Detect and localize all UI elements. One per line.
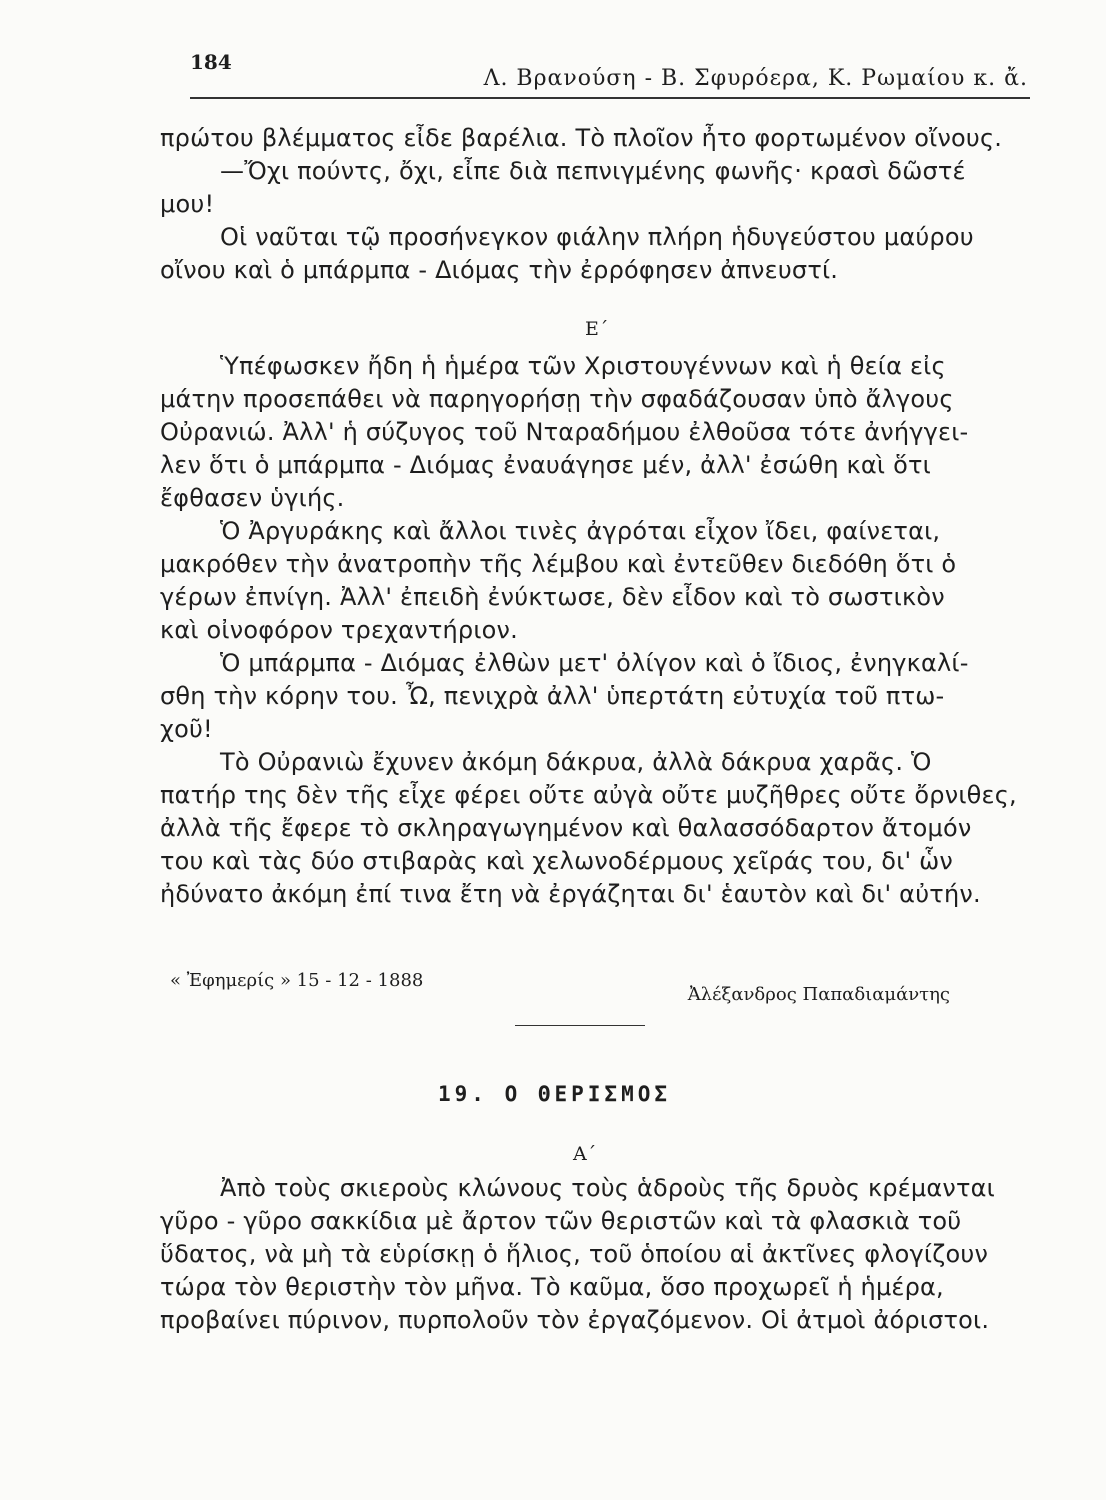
signature-row	[170, 970, 950, 1005]
text-line: Ὑπέφωσκεν ἤδη ἡ ἡμέρα τῶν Χριστουγέννων καὶ ἡ θεία εἰς	[220, 352, 946, 380]
paragraph-block-3	[160, 1172, 1030, 1337]
text-line: Ἀπὸ τοὺς σκιεροὺς κλώνους τοὺς ἁδροὺς τῆς δρυὸς κρέμανται	[220, 1174, 995, 1202]
text-line: μου!	[160, 190, 215, 218]
text-line: λεν ὅτι ὁ μπάρμπα - Διόμας ἐναυάγησε μέν, ἀλλ' ἐσώθη καὶ ὅτι	[160, 451, 931, 479]
section-heading: Ε΄	[585, 318, 609, 340]
text-line: Τὸ Οὐρανιὼ ἔχυνεν ἀκόμη δάκρυα, ἀλλὰ δάκρυα χαρᾶς. Ὁ	[220, 748, 932, 776]
text-line: πρώτου βλέμματος εἶδε βαρέλια. Τὸ πλοῖον ἦτο φορτωμένον οἴνους.	[160, 124, 1003, 152]
running-head: Λ. Βρανούση - Β. Σφυρόερα, Κ. Ρωμαίου κ. ἄ.	[483, 66, 1028, 91]
text-line: γῦρο - γῦρο σακκίδια μὲ ἄρτον τῶν θεριστῶν καὶ τὰ φλασκιὰ τοῦ	[160, 1207, 962, 1235]
text-line: χοῦ!	[160, 715, 213, 743]
text-line: ἔφθασεν ὑγιής.	[160, 484, 345, 512]
text-line: μάτην προσεπάθει νὰ παρηγορήσῃ τὴν σφαδάζουσαν ὑπὸ ἄλγους	[160, 385, 954, 413]
chapter-title: 19. Ο ΘΕΡΙΣΜΟΣ	[438, 1082, 672, 1106]
text-line: πατήρ της δὲν τῆς εἶχε φέρει οὔτε αὐγὰ οὔτε μυζῆθρες οὔτε ὄρνιθες,	[160, 781, 1017, 809]
paragraph-block-2	[160, 350, 1030, 911]
text-line: Οὐρανιώ. Ἀλλ' ἡ σύζυγος τοῦ Νταραδήμου ἐλθοῦσα τότε ἀνήγγει-	[160, 418, 969, 446]
text-line: ὕδατος, νὰ μὴ τὰ εὑρίσκῃ ὁ ἥλιος, τοῦ ὁποίου αἱ ἀκτῖνες φλογίζουν	[160, 1240, 989, 1268]
text-line: Ὁ Ἀργυράκης καὶ ἄλλοι τινὲς ἀγρόται εἶχον ἴδει, φαίνεται,	[220, 517, 941, 545]
text-line: γέρων ἐπνίγη. Ἀλλ' ἐπειδὴ ἐνύκτωσε, δὲν εἶδον καὶ τὸ σωστικὸν	[160, 583, 945, 611]
text-line: ἠδύνατο ἀκόμη ἐπί τινα ἔτη νὰ ἐργάζηται δι' ἑαυτὸν καὶ δι' αὐτήν.	[160, 880, 981, 908]
section-separator	[515, 1025, 645, 1026]
author-name: Ἀλέξανδρος Παπαδιαμάντης	[687, 984, 950, 1005]
text-line: καὶ οἰνοφόρον τρεχαντήριον.	[160, 616, 518, 644]
chapter-part-heading: Α΄	[573, 1143, 597, 1165]
source-note: « Ἐφημερίς » 15 - 12 - 1888	[170, 970, 424, 991]
page-number: 184	[190, 50, 232, 74]
text-line: τώρα τὸν θεριστὴν τὸν μῆνα. Τὸ καῦμα, ὅσο προχωρεῖ ἡ ἡμέρα,	[160, 1273, 944, 1301]
text-line: σθη τὴν κόρην του. Ὦ, πενιχρὰ ἀλλ' ὑπερτάτη εὐτυχία τοῦ πτω-	[160, 682, 945, 710]
text-line: Οἱ ναῦται τῷ προσήνεγκον φιάλην πλήρη ἡδυγεύστου μαύρου	[220, 223, 974, 251]
text-line: ἀλλὰ τῆς ἔφερε τὸ σκληραγωγημένον καὶ θαλασσόδαρτον ἄτομόν	[160, 814, 972, 842]
text-line: οἴνου καὶ ὁ μπάρμπα - Διόμας τὴν ἐρρόφησεν ἀπνευστί.	[160, 256, 839, 284]
text-line: του καὶ τὰς δύο στιβαρὰς καὶ χελωνοδέρμους χεῖράς του, δι' ὧν	[160, 847, 954, 875]
text-line: προβαίνει πύρινον, πυρπολοῦν τὸν ἐργαζόμενον. Οἱ ἀτμοὶ ἀόριστοι.	[160, 1306, 990, 1334]
text-line: —Ὄχι πούντς, ὄχι, εἶπε διὰ πεπνιγμένης φωνῆς· κρασὶ δῶστέ	[220, 157, 966, 185]
text-line: Ὁ μπάρμπα - Διόμας ἐλθὼν μετ' ὀλίγον καὶ ὁ ἴδιος, ἐνηγκαλί-	[220, 649, 969, 677]
text-line: μακρόθεν τὴν ἀνατροπὴν τῆς λέμβου καὶ ἐντεῦθεν διεδόθη ὅτι ὁ	[160, 550, 957, 578]
paragraph-block-1	[160, 122, 1030, 287]
header-rule	[190, 97, 1030, 99]
